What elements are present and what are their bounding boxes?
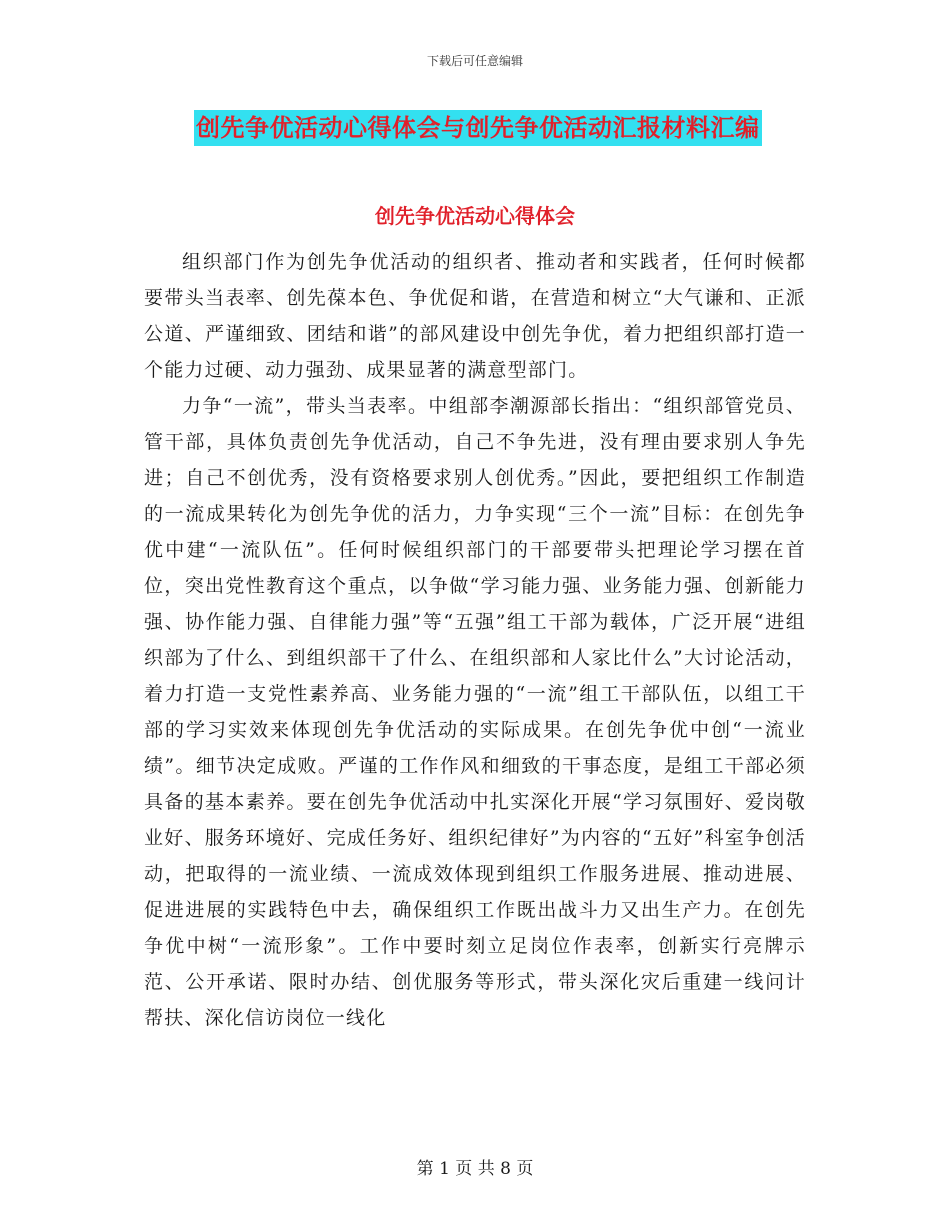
paragraph: 组织部门作为创先争优活动的组织者、推动者和实践者，任何时候都要带头当表率、创先葆本色、争优促和谐，在营造和树立“大气谦和、正派公道、严谨细致、团结和谐”的部风建设中创先争优，着力把组织部打造一个能力过硬、动力强劲、成果显著的满意型部门。: [144, 251, 806, 381]
page-footer: 第 1 页 共 8 页: [416, 1159, 534, 1179]
paragraph: 力争“一流”，带头当表率。中组部李潮源部长指出：“组织部管党员、管干部，具体负责创先争优活动，自己不争先进，没有理由要求别人争先进；自己不创优秀，没有资格要求别人创优秀。”因此，要把组织工作制造的一流成果转化为创先争优的活力，力争实现“三个一流”目标：在创先争优中建“一流队伍”。任何时候组织部门的干部要带头把理论学习摆在首位，突出党性教育这个重点，以争做“学习能力强、业务能力强、创新能力强、协作能力强、自律能力强”等“五强”组工干部为载体，广泛开展“进组织部为了什么、到组织部干了什么、在组织部和人家比什么”大讨论活动，着力打造一支党性素养高、业务能力强的“一流”组工干部队伍，以组工干部的学习实效来体现创先争优活动的实际成果。在创先争优中创“一流业绩”。细节决定成败。严谨的工作作风和细致的干事态度，是组工干部必须具备的基本素养。要在创先争优活动中扎实深化开展“学习氛围好、爱岗敬业好、服务环境好、完成任务好、组织纪律好”为内容的“五好”科室争创活动，把取得的一流业绩、一流成效体现到组织工作服务进展、推动进展、促进进展的实践特色中去，确保组织工作既出战斗力又出生产力。在创先争优中树“一流形象”。工作中要时刻立足岗位作表率，创新实行亮牌示范、公开承诺、限时办结、创优服务等形式，带头深化灾后重建一线问计帮扶、深化信访岗位一线化: [144, 395, 806, 1029]
header-note: 下载后可任意编辑: [426, 54, 523, 68]
body-text: [144, 244, 806, 1036]
document-title: 创先争优活动心得体会与创先争优活动汇报材料汇编: [194, 110, 762, 146]
section-title: 创先争优活动心得体会: [375, 204, 575, 228]
